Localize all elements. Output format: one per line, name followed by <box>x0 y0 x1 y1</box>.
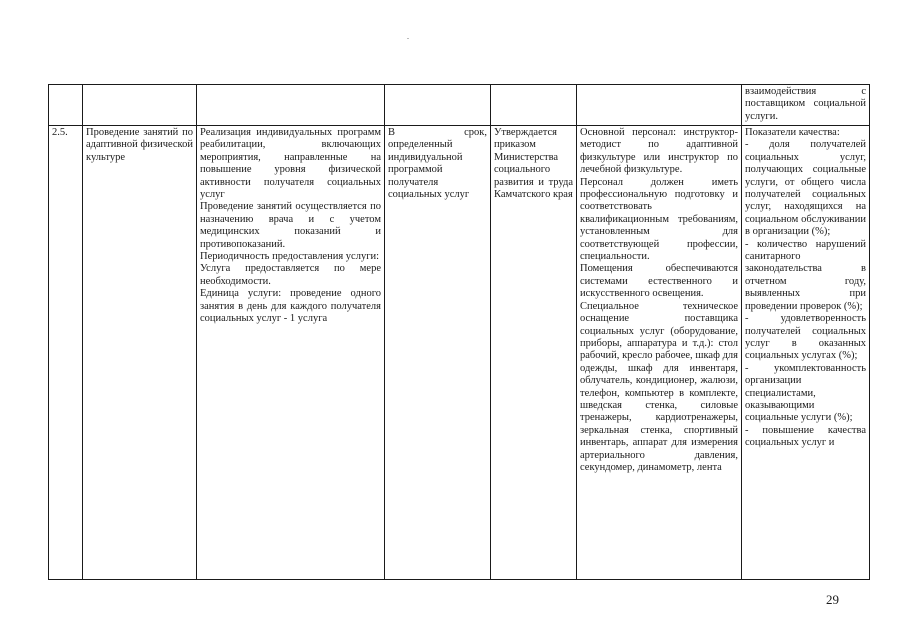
indicator-item: - количество нарушений санитарного законодательства в отчетном году, выявленных при проведении проверок (%); <box>745 238 866 312</box>
conditions-paragraph: Основной персонал: инструктор-методист по адаптивной физкультуре или инструктор по лечебной физкультуре. <box>580 127 738 176</box>
conditions-paragraph: Помещения обеспечиваются системами естественного и искусственного освещения. <box>580 263 738 300</box>
content-paragraph: Периодичность предоставления услуги: <box>200 251 380 263</box>
service-tariff: Утверждается приказом Министерства социального развития и труда Камчатского края <box>491 126 577 580</box>
quality-indicators <box>742 126 870 580</box>
services-table <box>48 84 870 580</box>
indicator-item: - удовлетворенность получателей социальных услуг в оказанных социальных услугах (%); <box>745 313 866 362</box>
cont-cell-term <box>385 85 491 126</box>
cont-cell-number <box>49 85 83 126</box>
service-conditions <box>577 126 742 580</box>
conditions-paragraph: Специальное техническое оснащение поставщика социальных услуг (оборудование, приборы, аппаратура и т.д.): стол рабочий, кресло рабочее, шкаф для одежды, шкаф для инвентаря, облучатель, кондиционер, жалюзи, телефон, компьютер в комплекте, шведская стенка, силовые тренажеры, кардиотренажеры, зеркальная стенка, спортивный инвентарь, аппарат для измерения артериального давления, секундомер, динамометр, лента <box>580 300 738 473</box>
service-term: В срок, определенный индивидуальной программой получателя социальных услуг <box>385 126 491 580</box>
cont-cell-name <box>83 85 197 126</box>
content-paragraph: Реализация индивидуальных программ реабилитации, включающих мероприятия, направленные на повышение уровня физической активности получателя социальных услуг <box>200 127 381 201</box>
table-row <box>49 126 870 580</box>
indicator-item: - повышение качества социальных услуг и <box>745 424 866 449</box>
service-content <box>197 126 385 580</box>
continuation-row <box>49 85 870 126</box>
cont-cell-indicators: взаимодействия с поставщиком социальной услуги. <box>742 85 870 126</box>
content-paragraph: Единица услуги: проведение одного занятия в день для каждого получателя социальных услуг - 1 услуга <box>200 288 381 325</box>
service-name: Проведение занятий по адаптивной физической культуре <box>83 126 197 580</box>
scan-speck <box>407 38 409 39</box>
content-paragraph: Проведение занятий осуществляется по назначению врача и с учетом медицинских показаний и противопоказаний. <box>200 201 381 250</box>
indicator-item: - укомплектованность организации специалистами, оказывающими социальные услуги (%); <box>745 362 866 424</box>
cont-cell-conditions <box>577 85 742 126</box>
page-number: 29 <box>826 592 839 607</box>
indicators-heading: Показатели качества: <box>745 127 840 138</box>
row-number: 2.5. <box>49 126 83 580</box>
conditions-paragraph: Персонал должен иметь профессиональную подготовку и соответствовать квалификационным требованиям, установленным для соответствующей профессии, специальности. <box>580 176 738 263</box>
cont-cell-tariff <box>491 85 577 126</box>
content-paragraph: Услуга предоставляется по мере необходимости. <box>200 263 381 287</box>
cont-cell-content <box>197 85 385 126</box>
indicator-item: - доля получателей социальных услуг, получающих социальные услуги, от общего числа получателей социальных услуг, находящихся на социальном обслуживании в организации (%); <box>745 139 866 238</box>
